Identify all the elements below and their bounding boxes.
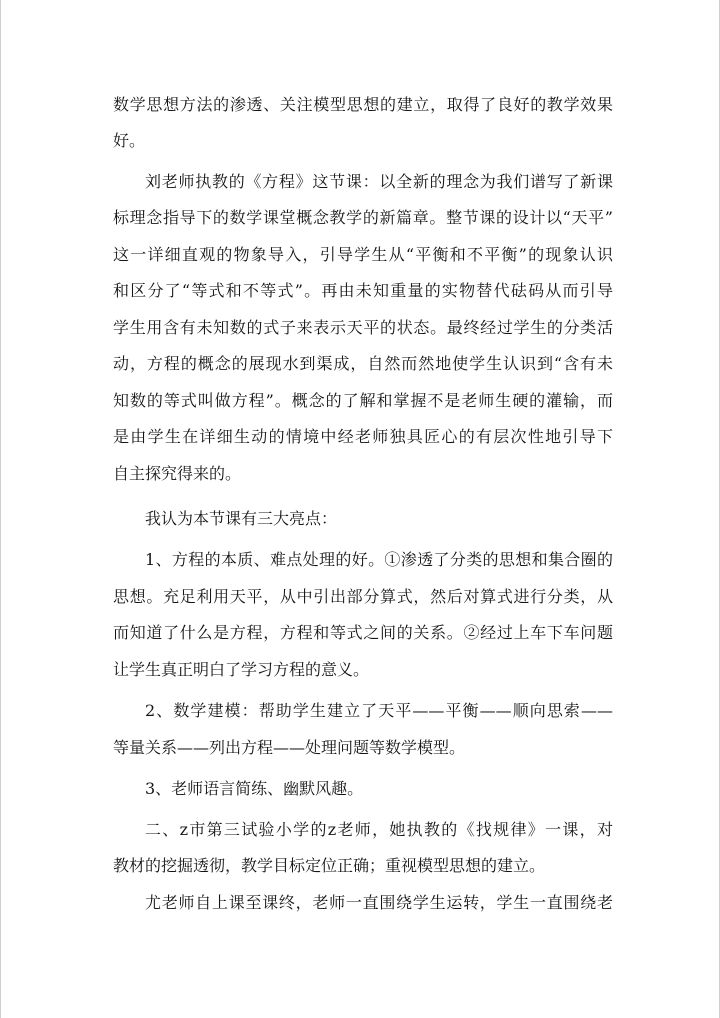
paragraph-line: 等量关系——列出方程——处理问题等数学模型。 [113, 738, 466, 757]
paragraph-line: 2、数学建模：帮助学生建立了天平——平衡——顺向思索—— [145, 701, 613, 720]
paragraph-line: 和区分了“等式和不等式”。再由未知重量的实物替代砝码从而引导 [113, 281, 613, 300]
paragraph-line: 好。 [113, 131, 146, 150]
paragraph-line: 尤老师自上课至课终，老师一直围绕学生运转，学生一直围绕老 [145, 893, 613, 912]
paragraph-line: 知数的等式叫做方程”。概念的了解和掌握不是老师生硬的灌输，而 [113, 391, 613, 410]
paragraph-line: 这一详细直观的物象导入，引导学生从“平衡和不平衡”的现象认识 [113, 245, 613, 264]
paragraph-line: 动，方程的概念的展现水到渠成，自然而然地使学生认识到“含有未 [113, 354, 613, 373]
paragraph-line: 学生用含有未知数的式子来表示天平的状态。最终经过学生的分类活 [113, 318, 613, 337]
paragraph-line: 我认为本节课有三大亮点： [145, 509, 338, 528]
paragraph-line: 而知道了什么是方程，方程和等式之间的关系。②经过上车下车问题 [113, 623, 613, 642]
paragraph-line: 数学思想方法的渗透、关注模型思想的建立，取得了良好的教学效果 [113, 95, 613, 114]
paragraph-line: 思想。充足利用天平，从中引出部分算式，然后对算式进行分类，从 [113, 587, 613, 606]
paragraph-line: 刘老师执教的《方程》这节课：以全新的理念为我们谱写了新课 [145, 172, 613, 191]
paragraph-line: 教材的挖掘透彻，教学目标定位正确；重视模型思想的建立。 [113, 856, 546, 875]
paragraph-line: 自主探究得来的。 [113, 464, 242, 483]
paragraph-line: 二、z市第三试验小学的z老师，她执教的《找规律》一课，对 [145, 820, 613, 839]
paragraph-line: 是由学生在详细生动的情境中经老师独具匠心的有层次性地引导下 [113, 427, 613, 446]
paragraph-line: 让学生真正明白了学习方程的意义。 [113, 660, 370, 679]
paragraph-line: 标理念指导下的数学课堂概念教学的新篇章。整节课的设计以“天平” [113, 208, 613, 227]
paragraph-line: 3、老师语言简练、幽默风趣。 [145, 779, 364, 798]
paragraph-line: 1、方程的本质、难点处理的好。①渗透了分类的思想和集合圈的 [145, 550, 613, 569]
